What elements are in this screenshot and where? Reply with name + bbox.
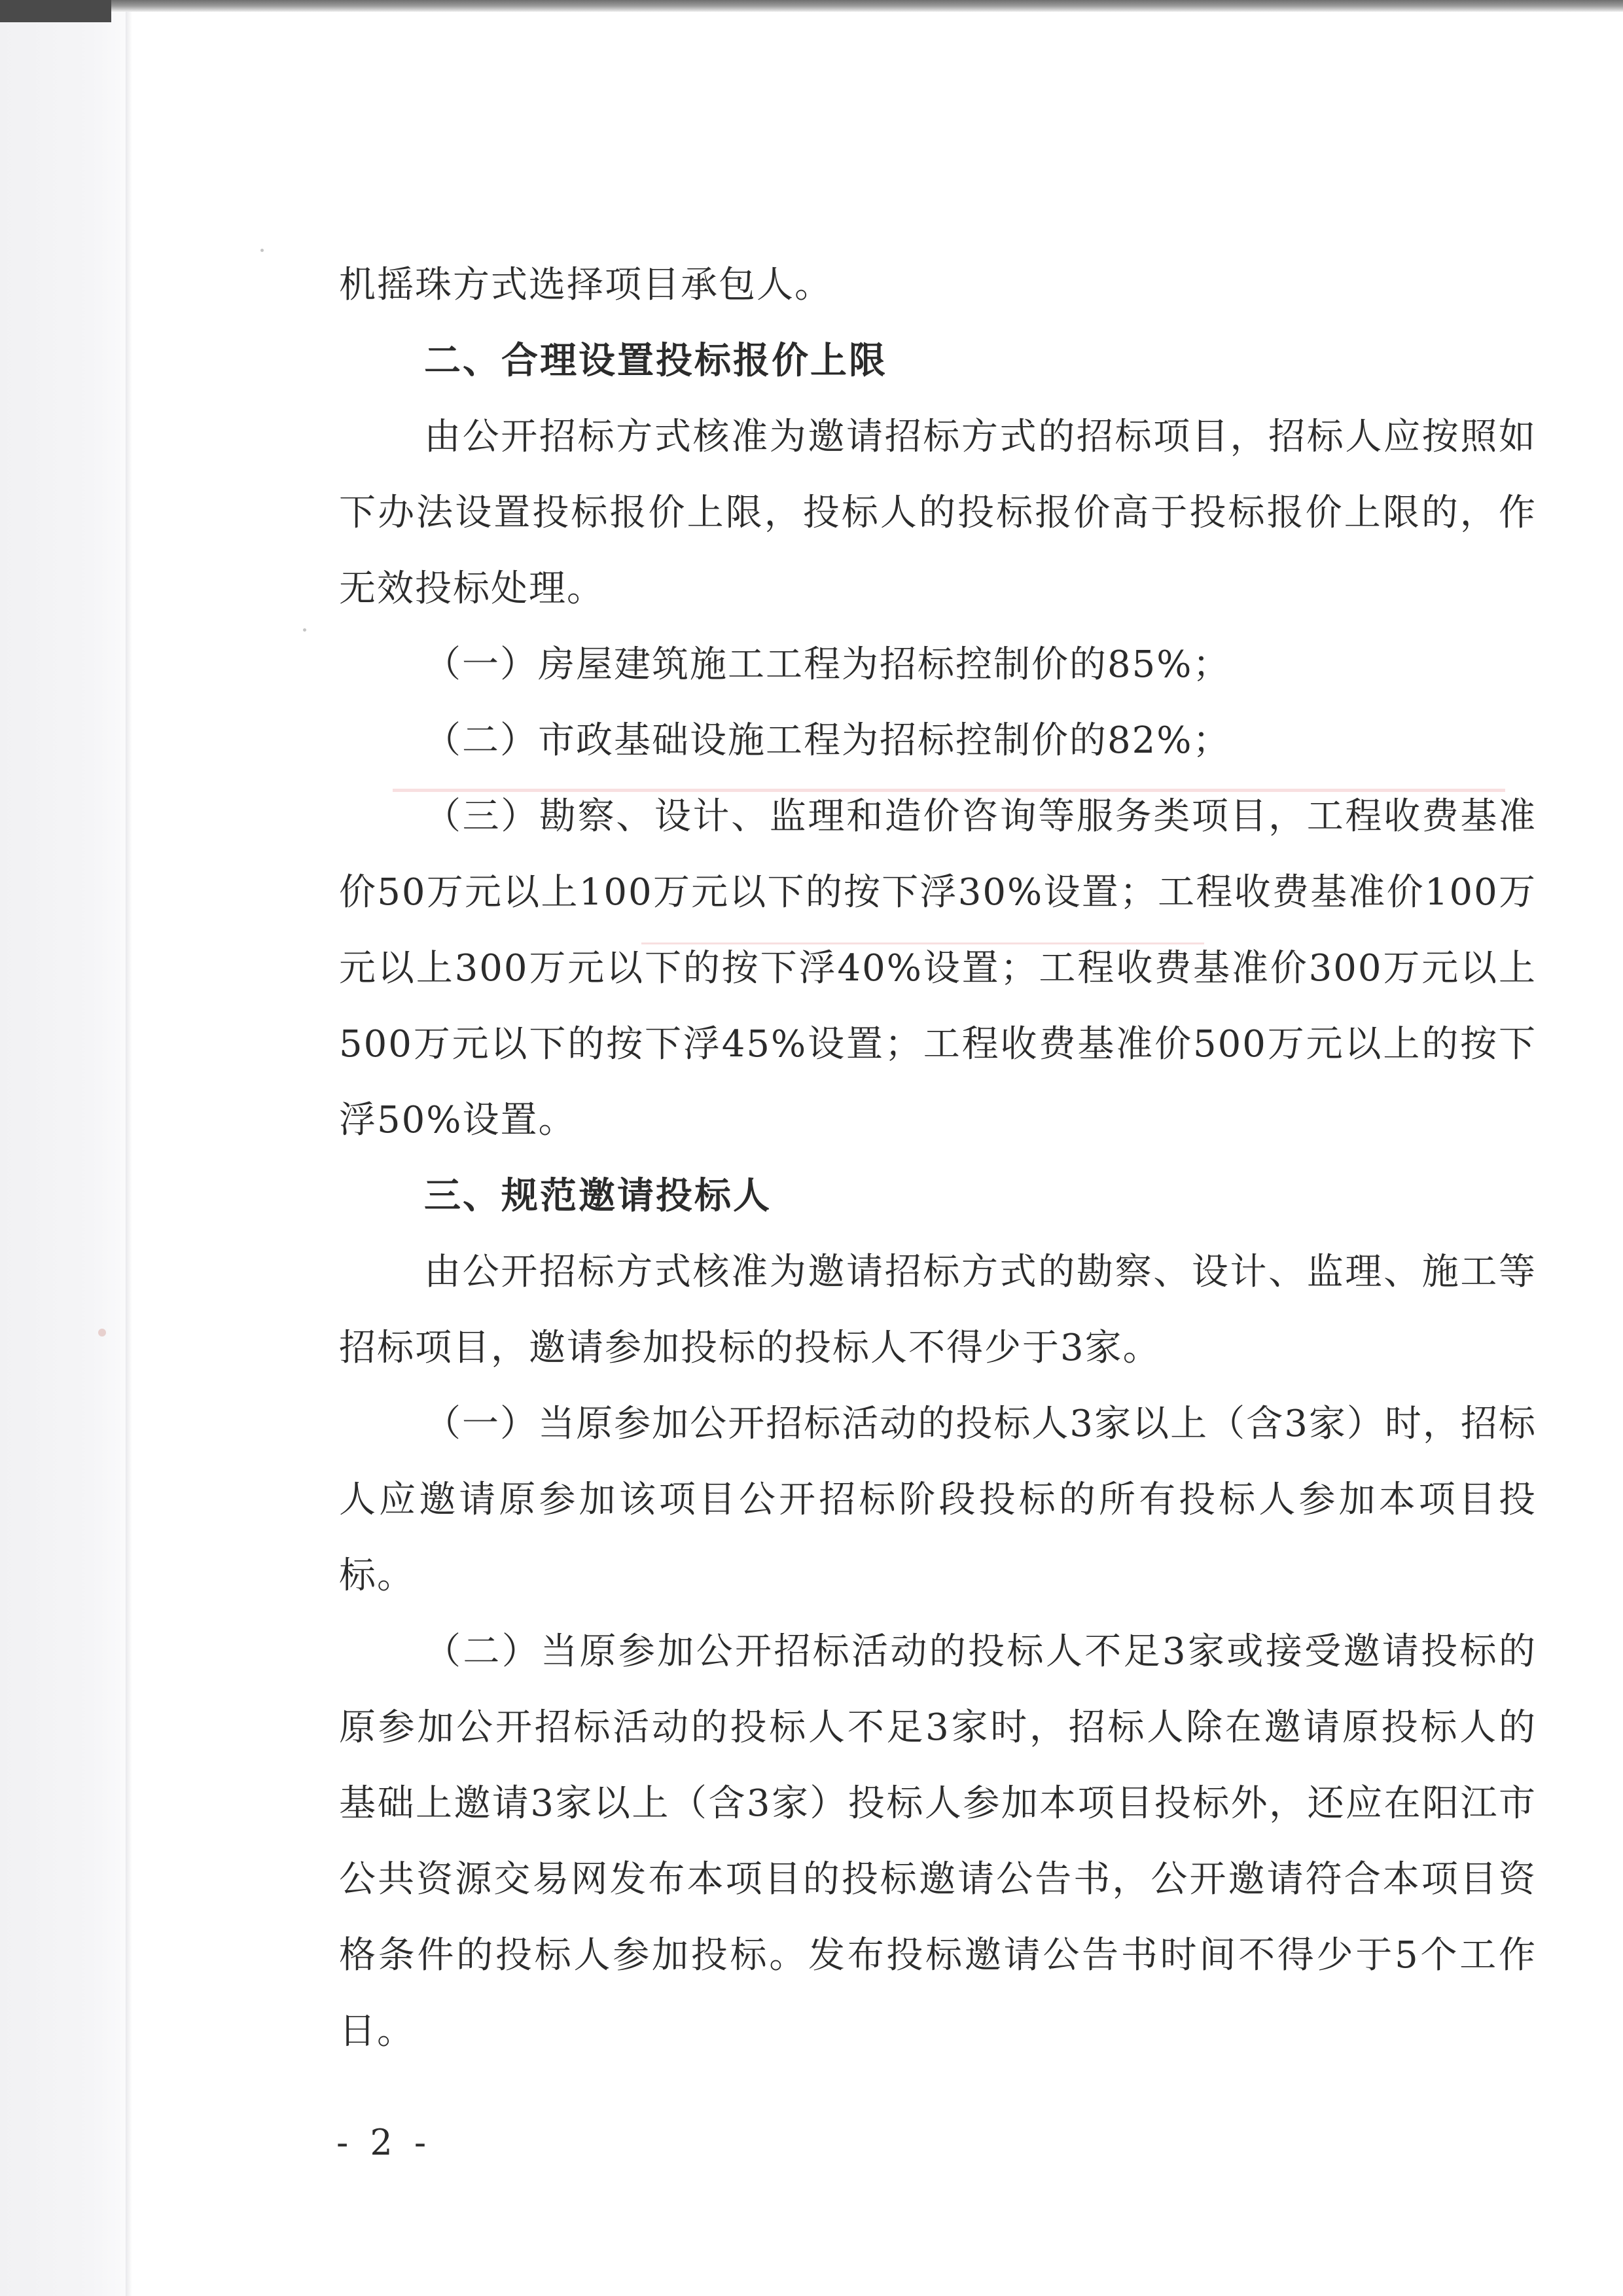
scan-left-margin bbox=[0, 0, 131, 2296]
scan-speck bbox=[303, 628, 306, 632]
list-item-three-or-more-bidders: （一）当原参加公开招标活动的投标人3家以上（含3家）时，招标人应邀请原参加该项目公开招标阶段投标的所有投标人参加本项目投标。 bbox=[339, 1403, 1537, 1597]
document-page bbox=[339, 247, 1537, 2070]
list-item-fewer-than-three-bidders: （二）当原参加公开招标活动的投标人不足3家或接受邀请投标的原参加公开招标活动的投标人不足3家时，招标人除在邀请原投标人的基础上邀请3家以上（含3家）投标人参加本项目投标外，还应在阳江市公共资源交易网发布本项目的投标邀请公告书，公开邀请符合本项目资格条件的投标人参加投标。发布投标邀请公告书时间不得少于5个工作日。 bbox=[339, 1630, 1537, 2053]
scan-fold-shadow bbox=[126, 0, 132, 2296]
section-heading-invited-bidders: 三、规范邀请投标人 bbox=[424, 1175, 772, 1217]
list-item-building-construction: （一）房屋建筑施工工程为招标控制价的85%； bbox=[424, 643, 1231, 686]
paragraph-bid-price-cap-rule: 由公开招标方式核准为邀请招标方式的招标项目，招标人应按照如下办法设置投标报价上限，投标人的投标报价高于投标报价上限的，作无效投标处理。 bbox=[339, 416, 1537, 610]
page-number: - 2 - bbox=[336, 2122, 432, 2163]
section-heading-bid-price-cap: 二、合理设置投标报价上限 bbox=[424, 340, 887, 382]
scan-top-edge bbox=[0, 0, 1623, 12]
scan-speck bbox=[260, 249, 264, 252]
list-item-service-projects: （三）勘察、设计、监理和造价咨询等服务类项目，工程收费基准价50万元以上100万元以下的按下浮30%设置；工程收费基准价100万元以上300万元以下的按下浮40%设置；工程收费基准价300万元以上500万元以下的按下浮45%设置；工程收费基准价500万元以上的按下浮50%设置。 bbox=[339, 795, 1537, 1141]
list-item-municipal-infrastructure: （二）市政基础设施工程为招标控制价的82%； bbox=[424, 719, 1231, 762]
scan-top-corner bbox=[0, 0, 111, 22]
paragraph-invited-bidders-minimum: 由公开招标方式核准为邀请招标方式的勘察、设计、监理、施工等招标项目，邀请参加投标的投标人不得少于3家。 bbox=[339, 1251, 1537, 1369]
paragraph-continuation: 机摇珠方式选择项目承包人。 bbox=[339, 264, 832, 306]
scan-speck bbox=[98, 1329, 106, 1336]
